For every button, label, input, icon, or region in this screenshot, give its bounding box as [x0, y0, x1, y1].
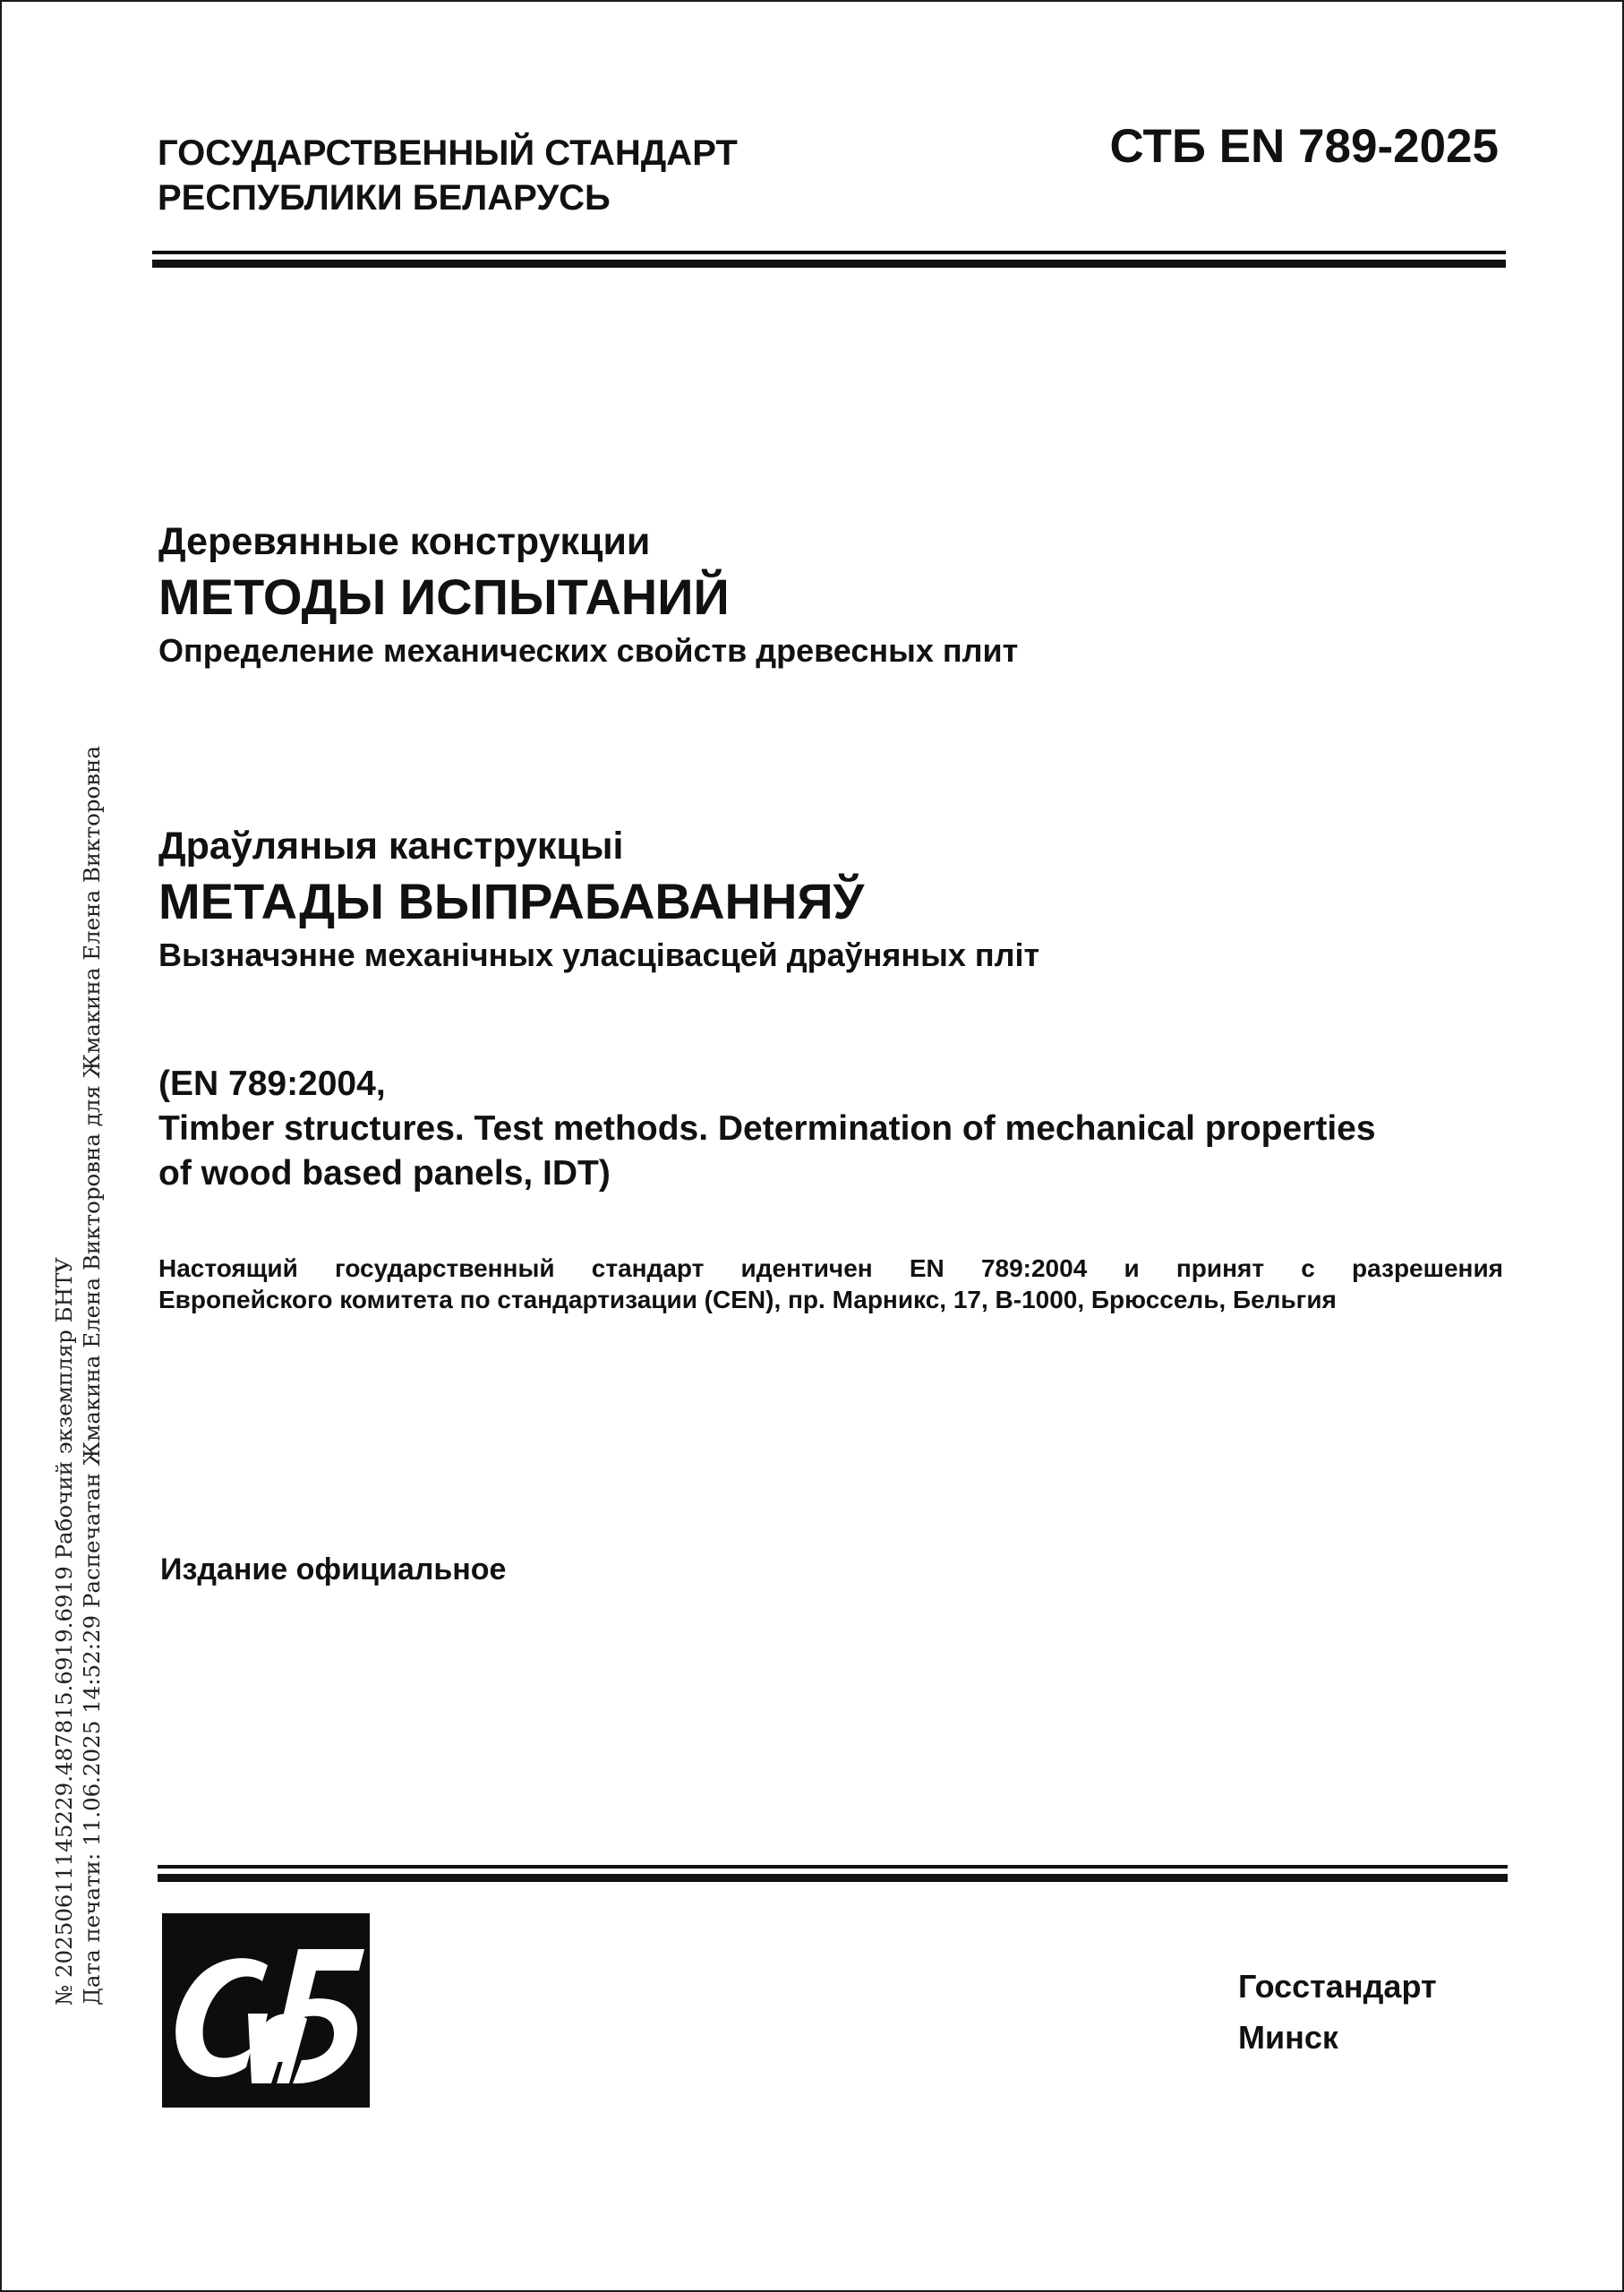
identity-notice [158, 1253, 1503, 1315]
title-belarusian [158, 822, 1039, 978]
header-line-1: ГОСУДАРСТВЕННЫЙ СТАНДАРТ [158, 133, 738, 173]
by-main-title: МЕТАДЫ ВЫПРАБАВАННЯЎ [158, 873, 865, 929]
stb-logo-icon [162, 1913, 370, 2108]
publisher-name: Госстандарт [1238, 1968, 1437, 2005]
title-russian [158, 517, 1018, 673]
print-watermark [50, 746, 106, 2006]
footer-divider [158, 1865, 1508, 1882]
ru-subtitle: Определение механических свойств древесных плит [158, 632, 1019, 669]
document-header [158, 131, 738, 220]
title-english [158, 1062, 1507, 1196]
publisher-block [1238, 1961, 1437, 2063]
header-divider [152, 251, 1506, 268]
publisher-city: Минск [1238, 2019, 1338, 2056]
notice-line-2: Европейского комитета по стандартизации (CEN), пр. Марникс, 17, B-1000, Брюссель, Бельгия [158, 1286, 1337, 1313]
standard-number: СТБ EN 789-2025 [1109, 120, 1499, 173]
watermark-line-2: Дата печати: 11.06.2025 14:52:29 Распечатан Жмакина Елена Викторовна для Жмакина Елена Викторовна [79, 745, 105, 2006]
en-line-2: Timber structures. Test methods. Determination of mechanical properties [158, 1109, 1376, 1148]
ru-subject: Деревянные конструкции [158, 520, 651, 563]
ru-main-title: МЕТОДЫ ИСПЫТАНИЙ [158, 569, 730, 625]
by-subject: Драўляныя канструкцыі [158, 825, 624, 868]
header-line-2: РЕСПУБЛИКИ БЕЛАРУСЬ [158, 178, 611, 218]
en-line-1: (EN 789:2004, [158, 1065, 386, 1103]
official-edition-label: Издание официальное [160, 1552, 507, 1586]
notice-line-1: Настоящий государственный стандарт идентичен EN 789:2004 и принят с разрешения [158, 1254, 1503, 1282]
en-line-3: of wood based panels, IDT) [158, 1154, 611, 1193]
watermark-line-1: № 20250611145229.487815.6919.6919 Рабочий экземпляр БНТУ [51, 1256, 77, 2006]
by-subtitle: Вызначэнне механічных уласцівасцей драўняных пліт [158, 936, 1040, 973]
